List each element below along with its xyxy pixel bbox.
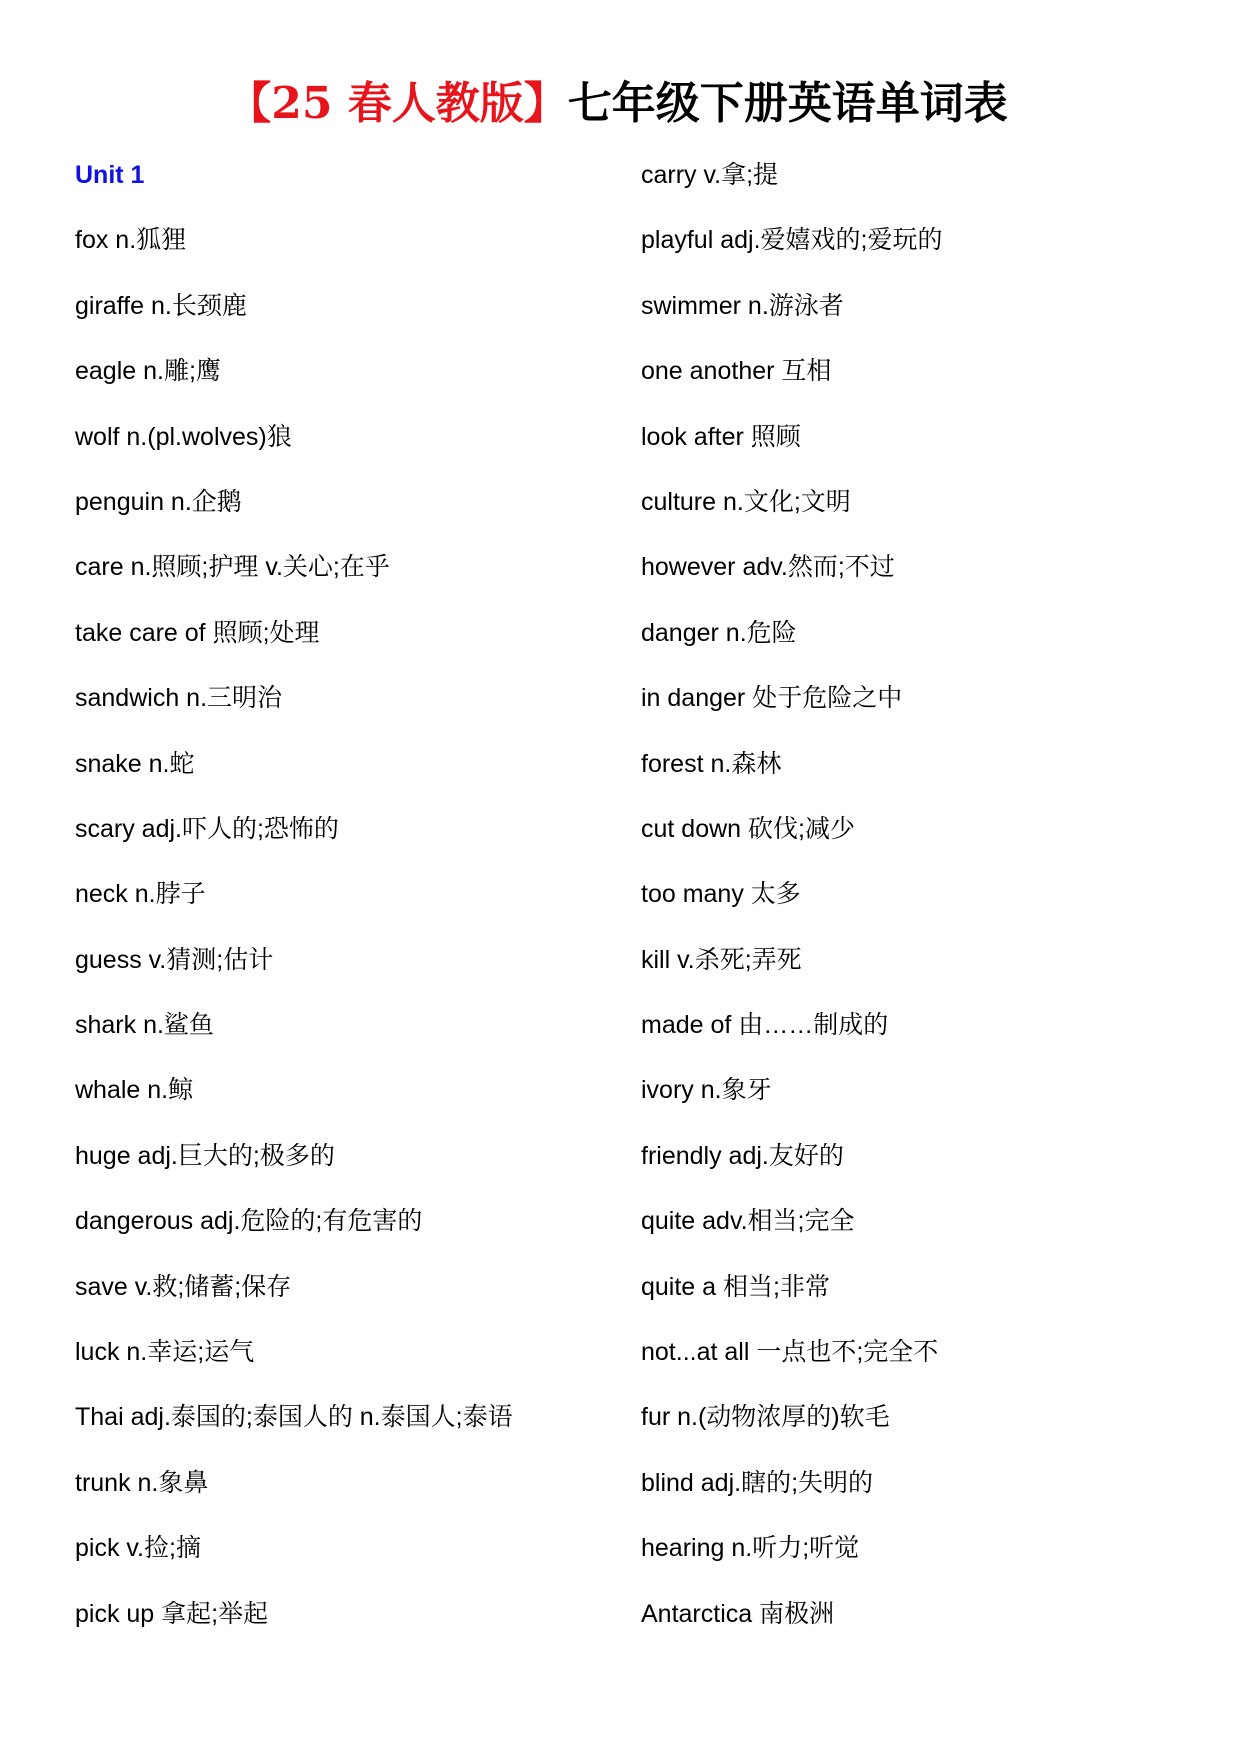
vocab-entry: luck n.幸运;运气 [75,1338,255,1367]
vocab-entry: quite a 相当;非常 [641,1272,830,1301]
vocab-entry: hearing n.听力;听觉 [641,1534,860,1563]
vocab-entry: pick up 拿起;举起 [75,1599,269,1628]
vocab-entry: dangerous adj.危险的;有危害的 [75,1207,423,1236]
vocab-entry: trunk n.象鼻 [75,1468,209,1497]
vocab-entry: carry v.拿;提 [641,161,779,189]
vocab-column-right [641,145,1201,1649]
vocab-entry: care n.照顾;护理 v.关心;在乎 [75,553,390,582]
vocab-entry: whale n.鲸 [75,1076,194,1105]
vocab-entry: blind adj.瞎的;失明的 [641,1468,874,1497]
vocab-entry: huge adj.巨大的;极多的 [75,1141,335,1170]
vocab-entry: quite adv.相当;完全 [641,1207,855,1236]
vocab-entry: danger n.危险 [641,618,797,647]
vocab-entry: forest n.森林 [641,749,782,778]
vocab-entry: playful adj.爱嬉戏的;爱玩的 [641,226,943,255]
vocab-entry: pick v.捡;摘 [75,1534,201,1563]
vocab-entry: ivory n.象牙 [641,1076,772,1105]
vocab-entry: fox n.狐狸 [75,226,187,255]
vocab-entry: culture n.文化;文明 [641,487,851,516]
vocab-entry: one another 互相 [641,357,832,386]
vocab-entry: save v.救;储蓄;保存 [75,1272,292,1301]
vocab-entry: made of 由……制成的 [641,1011,889,1040]
unit-heading: Unit 1 [75,161,145,189]
vocab-entry: friendly adj.友好的 [641,1141,844,1170]
vocab-entry: scary adj.吓人的;恐怖的 [75,814,339,843]
vocab-entry: penguin n.企鹅 [75,487,242,516]
vocab-entry: wolf n.(pl.wolves)狼 [75,422,292,451]
vocab-entry: too many 太多 [641,880,801,909]
vocab-entry: Thai adj.泰国的;泰国人的 n.泰国人;泰语 [75,1403,513,1432]
vocab-entry: cut down 砍伐;减少 [641,814,855,843]
vocab-entry: in danger 处于危险之中 [641,684,903,713]
vocab-entry: kill v.杀死;弄死 [641,945,802,974]
vocab-entry: however adv.然而;不过 [641,553,895,582]
vocab-entry: look after 照顾 [641,422,801,451]
vocab-entry: guess v.猜测;估计 [75,945,274,974]
vocab-entry: shark n.鲨鱼 [75,1011,214,1040]
vocab-entry: neck n.脖子 [75,880,206,909]
vocab-entry: snake n.蛇 [75,749,195,778]
vocab-column-left [75,145,595,1649]
vocab-entry: sandwich n.三明治 [75,684,283,713]
vocab-entry: giraffe n.长颈鹿 [75,291,247,320]
page-title [0,74,1235,134]
vocab-entry: swimmer n.游泳者 [641,291,844,320]
vocab-entry: fur n.(动物浓厚的)软毛 [641,1403,890,1432]
title-main: 七年级下册英语单词表 [567,78,1008,129]
title-edition: 【25 春人教版】 [227,78,568,129]
vocab-entry: eagle n.雕;鹰 [75,357,221,386]
vocab-entry: take care of 照顾;处理 [75,618,320,647]
vocab-entry: Antarctica 南极洲 [641,1599,835,1628]
vocab-entry: not...at all 一点也不;完全不 [641,1338,939,1367]
